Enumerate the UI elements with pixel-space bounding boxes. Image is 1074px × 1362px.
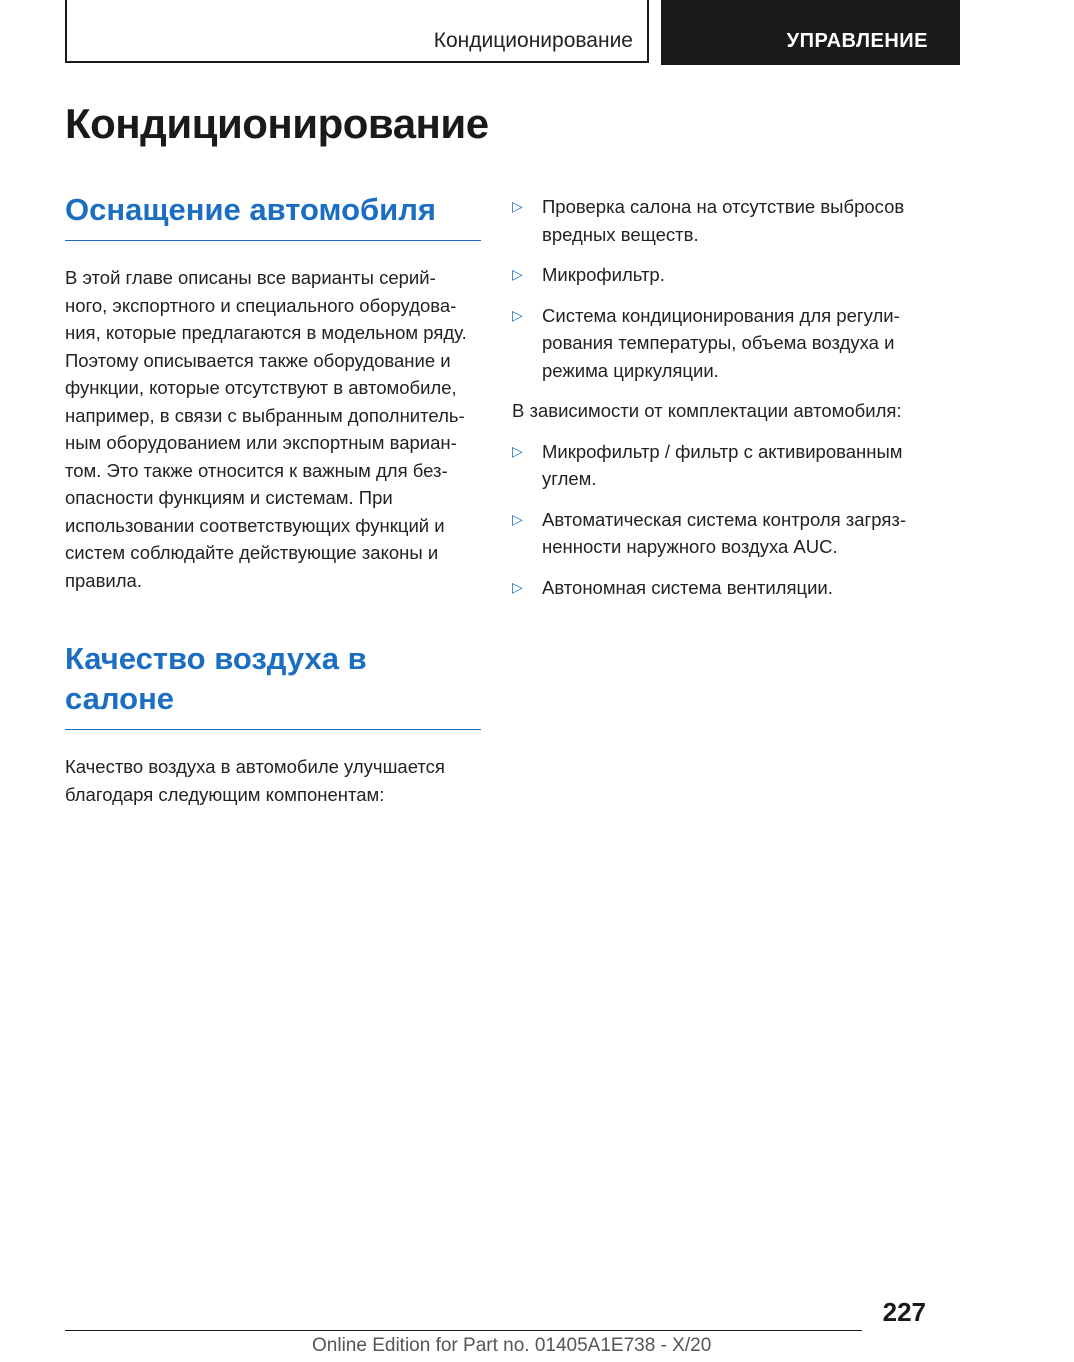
- text-line: Поэтому описывается также оборудование и: [65, 349, 451, 371]
- triangle-bullet-icon: ▷: [512, 266, 523, 282]
- text-line: функции, которые отсутствуют в автомобиле,: [65, 377, 457, 398]
- item-line: Автоматическая система контроля загряз-: [542, 508, 907, 530]
- item-line: Автономная система вентиляции.: [542, 576, 833, 598]
- heading-line: Качество воздуха в: [65, 641, 367, 676]
- triangle-bullet-icon: ▷: [512, 198, 523, 214]
- text-line: том. Это также относится к важным для без-: [65, 459, 448, 481]
- section-heading-equipment: Оснащение автомобиля: [65, 190, 481, 241]
- item-line: Проверка салона на отсутствие выбросов: [542, 196, 905, 217]
- text-line: опасности функциям и системам. При: [65, 487, 393, 508]
- list-item: [512, 574, 932, 602]
- text-line: В этой главе описаны все варианты серий-: [65, 267, 436, 288]
- section-heading-air-quality: [65, 639, 481, 730]
- triangle-bullet-icon: ▷: [512, 306, 523, 323]
- triangle-bullet-icon: ▷: [512, 578, 523, 595]
- text-line: благодаря следующим компонентам:: [65, 783, 385, 805]
- item-line: ненности наружного воздуха AUC.: [542, 536, 838, 557]
- footer-edition-text: Online Edition for Part no. 01405A1E738 - X/20: [312, 1335, 712, 1356]
- text-line: использовании соответствующих функций и: [65, 514, 445, 536]
- header-section-box: [65, 0, 649, 63]
- header-chapter-tab: [661, 0, 960, 65]
- footer-edition: [312, 1335, 960, 1362]
- list-item: [512, 302, 932, 385]
- item-line: вредных веществ.: [542, 223, 699, 245]
- right-column: [512, 193, 932, 614]
- list-item: [512, 438, 932, 493]
- heading-line: салоне: [65, 681, 175, 716]
- text-line: ным оборудованием или экспортным вариан-: [65, 432, 457, 453]
- triangle-bullet-icon: ▷: [512, 442, 523, 459]
- footer-divider: [65, 1330, 862, 1331]
- text-line: ния, которые предлагаются в модельном ряду.: [65, 322, 467, 343]
- list-item: [512, 261, 932, 289]
- left-column: [65, 190, 481, 808]
- item-line: Микрофильтр / фильтр с активированным: [542, 440, 903, 462]
- configuration-paragraph: В зависимости от комплектации автомобиля:: [512, 400, 902, 421]
- text-line: Качество воздуха в автомобиле улучшается: [65, 756, 445, 777]
- text-line: систем соблюдайте действующие законы и: [65, 542, 439, 563]
- item-line: режима циркуляции.: [542, 359, 719, 381]
- item-line: Система кондиционирования для регули-: [542, 304, 900, 326]
- text-line: например, в связи с выбранным дополнитель-: [65, 404, 465, 426]
- air-quality-paragraph: [65, 753, 481, 808]
- list-item: [512, 506, 932, 561]
- equipment-paragraph: [65, 264, 481, 594]
- text-line: ного, экспортного и специального оборудова-: [65, 294, 457, 316]
- page-title: Кондиционирование: [65, 100, 489, 147]
- list-item: [512, 193, 932, 248]
- triangle-bullet-icon: ▷: [512, 510, 523, 527]
- item-line: Микрофильтр.: [542, 264, 665, 285]
- header-chapter-title: УПРАВЛЕНИЕ: [786, 30, 928, 52]
- item-line: рования температуры, объема воздуха и: [542, 332, 895, 353]
- page-number: 227: [882, 1297, 926, 1327]
- text-line: правила.: [65, 569, 142, 591]
- header-section-title: Кондиционирование: [433, 29, 633, 52]
- item-line: углем.: [542, 468, 597, 489]
